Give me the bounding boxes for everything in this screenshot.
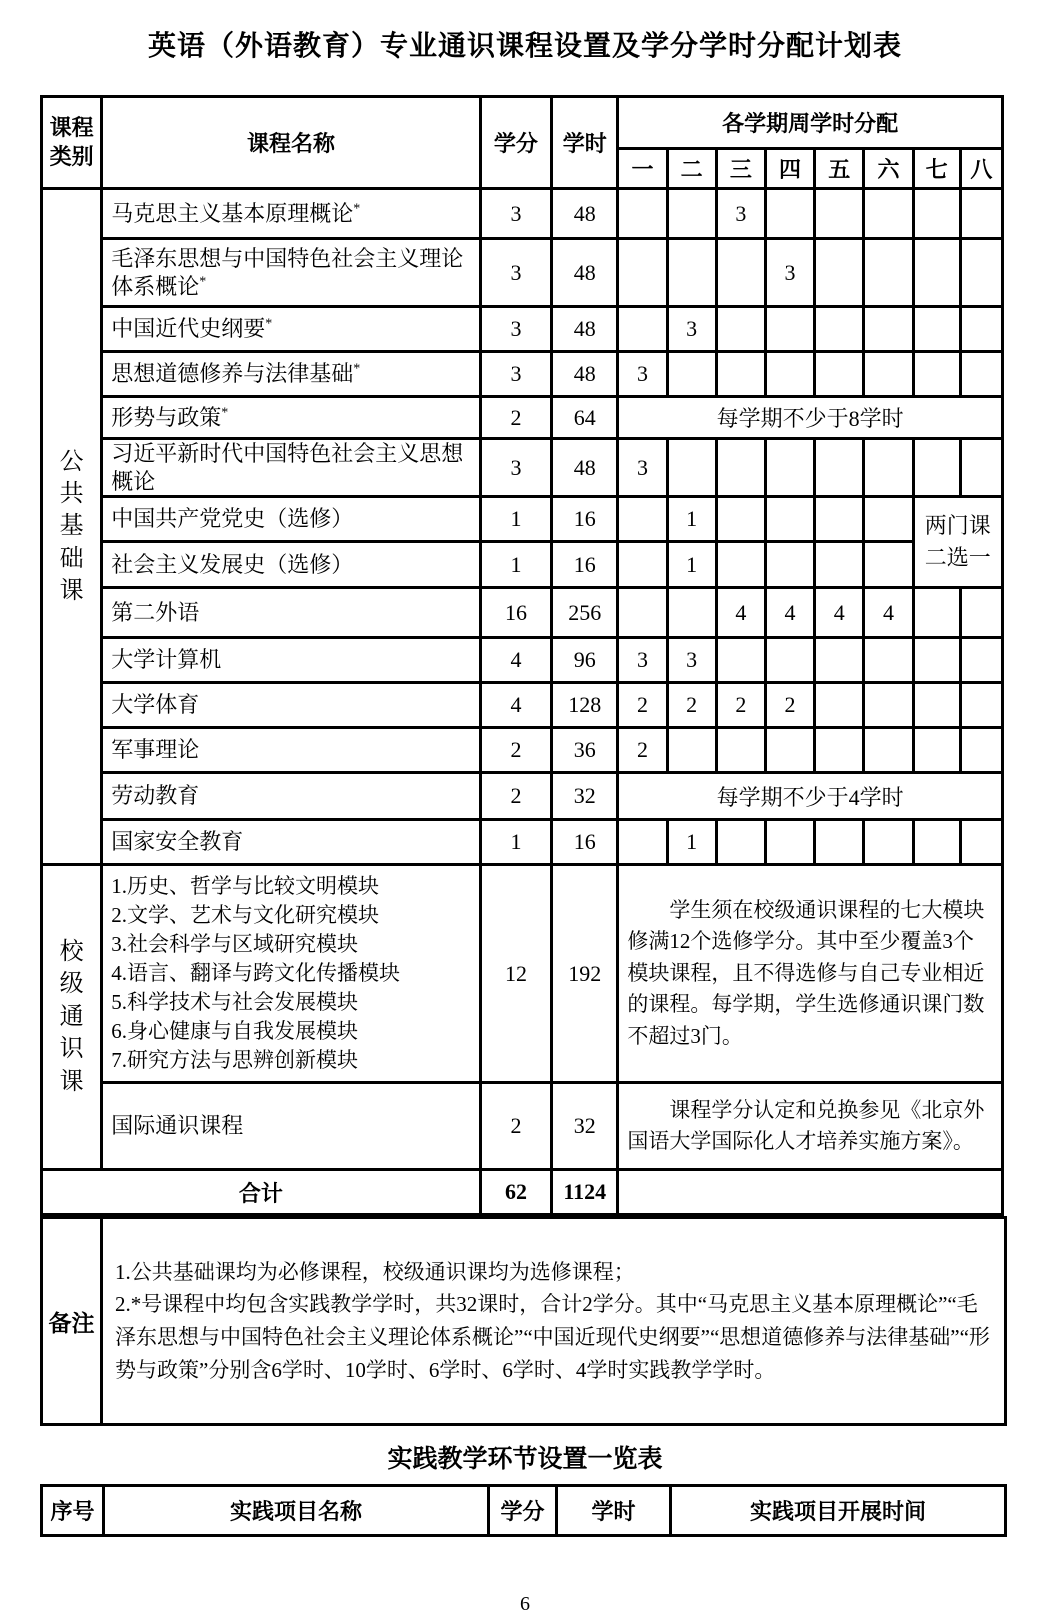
sem-cell: 2 [618,683,667,728]
table-row [42,638,1003,683]
sem-cell [960,728,1002,773]
sem-cell [864,728,913,773]
table-row [42,307,1003,352]
total-hours: 1124 [552,1170,618,1215]
sem-cell: 3 [618,352,667,397]
sem-cell [864,542,913,588]
sem-cell: 3 [618,439,667,497]
sem-cell [716,728,765,773]
page-number: 6 [520,1593,530,1615]
sem-cell [815,728,864,773]
hours-cell: 48 [552,239,618,307]
practice-header-row [42,1486,1006,1536]
remark-line: 1.公共基础课均为必修课程，校级通识课均为选修课程； [115,1259,635,1284]
hours-cell: 16 [552,820,618,865]
module-item: 1.历史、哲学与比较文明模块 [111,874,379,898]
remark-label: 备注 [42,1218,102,1425]
practice-header-hours: 学时 [557,1486,671,1536]
credits-cell: 2 [480,397,551,439]
sem-cell [913,638,960,683]
sem-cell [667,588,716,638]
credits-cell: 1 [480,542,551,588]
sem-cell [864,638,913,683]
sem-cell [960,638,1002,683]
hours-cell: 48 [552,307,618,352]
sem-cell: 2 [765,683,814,728]
sem-cell [765,307,814,352]
sem-cell: 1 [667,820,716,865]
practice-header-no: 序号 [42,1486,104,1536]
sem-cell: 4 [864,588,913,638]
sem-cell: 4 [765,588,814,638]
credits-cell: 3 [480,307,551,352]
header-category: 课程类别 [42,97,102,189]
sem-cell [815,439,864,497]
semester-span-note: 每学期不少于4学时 [618,773,1003,820]
sem-cell [618,588,667,638]
sem-cell [960,189,1002,239]
header-sem-1: 一 [618,149,667,189]
sem-cell [913,239,960,307]
practice-table [40,1484,1007,1537]
total-row [42,1170,1003,1215]
credits-cell: 3 [480,189,551,239]
credits-cell: 3 [480,439,551,497]
practice-header-name: 实践项目名称 [104,1486,489,1536]
sem-cell [815,542,864,588]
table-row [42,439,1003,497]
star-mark: * [265,316,273,332]
star-mark: * [353,361,361,377]
header-hours: 学时 [552,97,618,189]
sem-cell [815,497,864,542]
remark-row [42,1218,1006,1425]
sem-cell [864,497,913,542]
credits-cell: 3 [480,352,551,397]
header-sem-4: 四 [765,149,814,189]
table-row [42,773,1003,820]
table-row [42,497,1003,542]
sem-cell [667,352,716,397]
module-item: 2.文学、艺术与文化研究模块 [111,903,379,927]
header-sem-7: 七 [913,149,960,189]
sem-cell [765,728,814,773]
table-row [42,542,1003,588]
section-label-public-basic: 公共基础课 [42,189,102,865]
module-item: 3.社会科学与区域研究模块 [111,932,358,956]
course-name-cell: 社会主义发展史（选修） [102,542,481,588]
module-item: 6.身心健康与自我发展模块 [111,1019,358,1043]
total-label: 合计 [42,1170,481,1215]
sem-cell [815,820,864,865]
header-sem-3: 三 [716,149,765,189]
sem-cell [716,439,765,497]
sem-cell [618,497,667,542]
sem-cell [960,439,1002,497]
module-item: 4.语言、翻译与跨文化传播模块 [111,961,400,985]
sem-cell [864,352,913,397]
sem-cell [716,542,765,588]
sem-cell [618,307,667,352]
section-label-school-general: 校级通识课 [42,865,102,1170]
header-sem-2: 二 [667,149,716,189]
table-row [42,865,1003,1083]
table-row [42,189,1003,239]
credits-cell: 4 [480,683,551,728]
remark-table [40,1216,1007,1426]
sem-cell [864,239,913,307]
sem-cell [716,820,765,865]
credits-cell: 1 [480,820,551,865]
header-row-1 [42,97,1003,149]
course-name-cell: 毛泽东思想与中国特色社会主义理论体系概论* [102,239,481,307]
header-sem-5: 五 [815,149,864,189]
hours-cell: 36 [552,728,618,773]
hours-cell: 16 [552,497,618,542]
course-name-cell: 习近平新时代中国特色社会主义思想概论 [102,439,481,497]
table-row [42,683,1003,728]
sem-cell: 4 [815,588,864,638]
sem-cell [765,439,814,497]
course-name-cell: 军事理论 [102,728,481,773]
hours-cell: 16 [552,542,618,588]
sem-cell [765,542,814,588]
sem-cell [913,728,960,773]
star-mark: * [221,405,229,421]
header-semester-group: 各学期周学时分配 [618,97,1003,149]
sem-cell [765,352,814,397]
hours-cell: 48 [552,189,618,239]
module-item: 5.科学技术与社会发展模块 [111,990,358,1014]
course-name-cell: 国际通识课程 [102,1083,481,1170]
hours-cell: 48 [552,439,618,497]
sem-cell [716,307,765,352]
table-row [42,352,1003,397]
sem-cell: 4 [716,588,765,638]
course-name-cell: 马克思主义基本原理概论* [102,189,481,239]
sem-cell: 3 [716,189,765,239]
hours-cell: 32 [552,773,618,820]
sem-cell [716,638,765,683]
header-credits: 学分 [480,97,551,189]
star-mark: * [353,201,361,217]
sem-cell [960,307,1002,352]
sem-cell [913,352,960,397]
sem-cell [960,352,1002,397]
course-name-cell: 劳动教育 [102,773,481,820]
course-name-cell: 第二外语 [102,588,481,638]
sem-cell [913,588,960,638]
table-row [42,588,1003,638]
sem-cell [913,683,960,728]
sem-cell [960,820,1002,865]
sem-cell [815,239,864,307]
sem-cell: 1 [667,497,716,542]
sem-cell [667,189,716,239]
table-row [42,728,1003,773]
sem-cell [913,307,960,352]
sem-cell: 2 [618,728,667,773]
course-name-cell: 形势与政策* [102,397,481,439]
course-name-cell: 大学体育 [102,683,481,728]
credits-cell: 1 [480,497,551,542]
practice-table-title: 实践教学环节设置一览表 [387,1446,663,1473]
sem-cell [716,239,765,307]
practice-header-time: 实践项目开展时间 [671,1486,1006,1536]
credits-cell: 16 [480,588,551,638]
international-course-note: 课程学分认定和兑换参见《北京外国语大学国际化人才培养实施方案》。 [618,1083,1003,1170]
sem-cell [960,239,1002,307]
sem-cell [618,189,667,239]
hours-cell: 96 [552,638,618,683]
module-list-cell [102,865,481,1083]
sem-cell [667,239,716,307]
header-sem-8: 八 [960,149,1002,189]
sem-cell [960,683,1002,728]
credits-cell: 4 [480,638,551,683]
table-row [42,1083,1003,1170]
table-row [42,820,1003,865]
hours-cell: 192 [552,865,618,1083]
sem-cell: 3 [667,638,716,683]
sem-cell [618,239,667,307]
course-name-cell: 大学计算机 [102,638,481,683]
sem-cell [864,189,913,239]
course-name-cell: 思想道德修养与法律基础* [102,352,481,397]
header-sem-6: 六 [864,149,913,189]
sem-cell [765,497,814,542]
total-credits: 62 [480,1170,551,1215]
course-name-cell: 中国近代史纲要* [102,307,481,352]
hours-cell: 256 [552,588,618,638]
sem-cell [765,820,814,865]
sem-cell [864,683,913,728]
sem-cell [716,352,765,397]
course-name-cell: 中国共产党党史（选修） [102,497,481,542]
sem-cell [815,638,864,683]
sem-cell [667,439,716,497]
hours-cell: 64 [552,397,618,439]
sem-cell: 3 [765,239,814,307]
sem-cell [667,728,716,773]
credits-cell: 2 [480,1083,551,1170]
sem-cell: 2 [667,683,716,728]
sem-cell [864,820,913,865]
elective-choice-note: 两门课 二选一 [913,497,1002,588]
sem-cell [815,683,864,728]
sem-cell [618,820,667,865]
general-course-rule-note: 学生须在校级通识课程的七大模块修满12个选修学分。其中至少覆盖3个模块课程，且不得选修与自己专业相近的课程。每学期，学生选修通识课门数不超过3门。 [618,865,1003,1083]
sem-cell [913,820,960,865]
sem-cell [864,307,913,352]
credits-cell: 2 [480,773,551,820]
table-row [42,397,1003,439]
credits-cell: 12 [480,865,551,1083]
star-mark: * [199,274,207,290]
sem-cell [864,439,913,497]
course-name-cell: 国家安全教育 [102,820,481,865]
sem-cell [765,189,814,239]
credits-cell: 3 [480,239,551,307]
sem-cell [815,189,864,239]
hours-cell: 48 [552,352,618,397]
semester-span-note: 每学期不少于8学时 [618,397,1003,439]
sem-cell [618,542,667,588]
sem-cell: 3 [618,638,667,683]
sem-cell [716,497,765,542]
credits-cell: 2 [480,728,551,773]
sem-cell: 3 [667,307,716,352]
total-empty-cell [618,1170,1003,1215]
page-title: 英语（外语教育）专业通识课程设置及学分学时分配计划表 [147,31,902,62]
sem-cell [815,352,864,397]
sem-cell [960,588,1002,638]
module-item: 7.研究方法与思辨创新模块 [111,1048,358,1072]
curriculum-table [40,95,1004,1216]
sem-cell: 1 [667,542,716,588]
hours-cell: 128 [552,683,618,728]
sem-cell [913,189,960,239]
sem-cell [913,439,960,497]
sem-cell: 2 [716,683,765,728]
header-course-name: 课程名称 [102,97,481,189]
table-row [42,239,1003,307]
remark-line: 2.*号课程中均包含实践教学学时，共32课时，合计2学分。其中“马克思主义基本原理概论”“毛泽东思想与中国特色社会主义理论体系概论”“中国近现代史纲要”“思想道德修养与法律基础”“形势与政策”分别含6学时、10学时、6学时、6学时、4学时实践教学学时。 [115,1292,990,1382]
sem-cell [765,638,814,683]
sem-cell [815,307,864,352]
hours-cell: 32 [552,1083,618,1170]
practice-header-credits: 学分 [489,1486,557,1536]
remark-content [102,1218,1006,1425]
